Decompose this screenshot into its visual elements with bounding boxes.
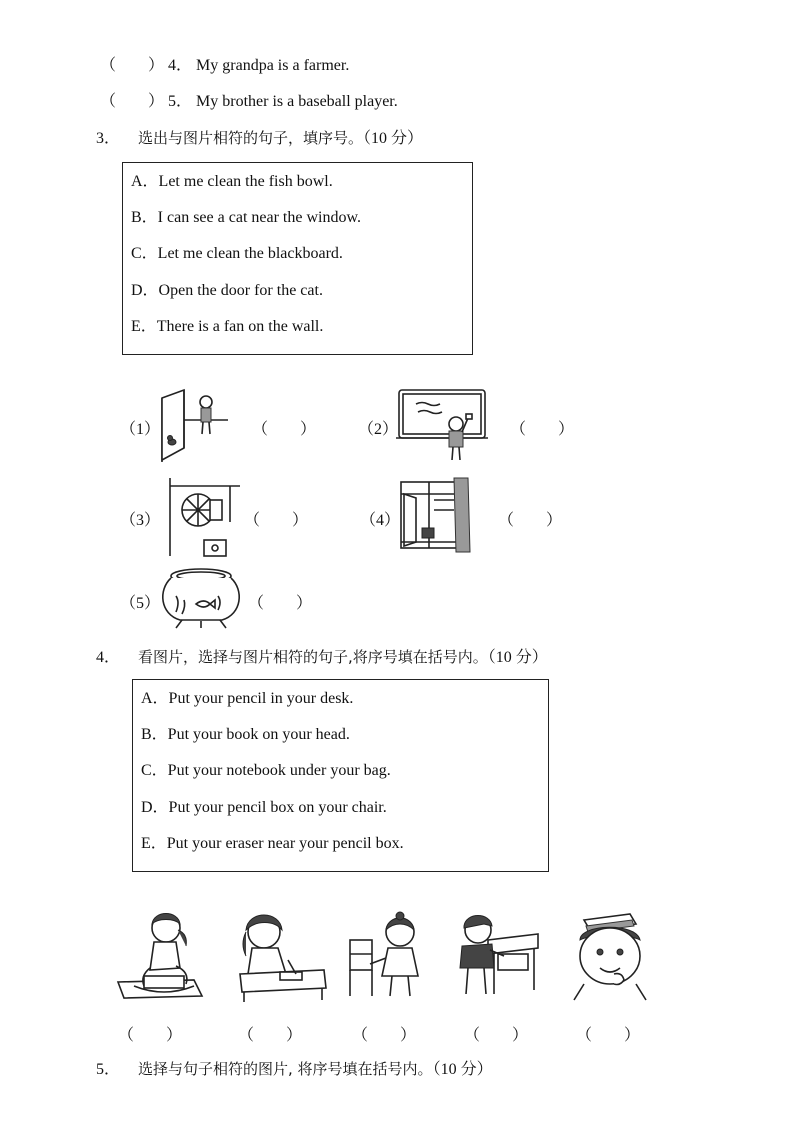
boy-desk-illustration [454, 910, 540, 1000]
q3-heading [96, 128, 423, 149]
q4-option-d: D．Put your pencil box on your chair. [141, 799, 387, 816]
girl-desk-illustration [234, 908, 330, 1004]
q3-option-e: E．There is a fan on the wall. [131, 318, 324, 335]
question-score: （10 分） [363, 130, 424, 147]
question-score: （10 分） [487, 649, 548, 666]
answer-paren-2[interactable]: （ ） [510, 421, 575, 438]
answer-paren-5[interactable]: （ ） [248, 595, 313, 612]
q4-option-a: A．Put your pencil in your desk. [141, 690, 354, 707]
question-number: 5． [96, 1061, 121, 1078]
q3-option-d: D．Open the door for the cat. [131, 282, 323, 299]
answer-paren-3[interactable]: （ ） [244, 512, 309, 529]
question-score: （10 分） [432, 1061, 493, 1078]
question-number: 4． [96, 649, 121, 666]
answer-paren[interactable]: （ ） [100, 57, 165, 74]
door-cat-illustration [158, 388, 230, 464]
picture-label-4: （4） [360, 512, 401, 529]
q4-answer-paren-3[interactable]: （ ） [352, 1027, 417, 1044]
fish-bowl-illustration [156, 566, 246, 630]
answer-paren-4[interactable]: （ ） [498, 512, 563, 529]
q4-option-e: E．Put your eraser near your pencil box. [141, 835, 404, 852]
q4-answer-paren-1[interactable]: （ ） [118, 1027, 183, 1044]
picture-label-2: （2） [358, 421, 399, 438]
question-instruction: 看图片，选择与图片相符的句子,将序号填在括号内。 [138, 648, 488, 666]
item-number: 4． [168, 57, 193, 74]
girl-chair-illustration [346, 910, 430, 1000]
question-instruction: 选出与图片相符的句子，填序号。 [138, 129, 364, 147]
item-4 [100, 56, 349, 76]
picture-label-5: （5） [120, 595, 161, 612]
q3-option-a: A．Let me clean the fish bowl. [131, 173, 333, 190]
q5-heading [96, 1059, 493, 1080]
q3-options-box [122, 162, 473, 355]
q3-option-c: C．Let me clean the blackboard. [131, 245, 343, 262]
q4-heading [96, 647, 548, 668]
q4-answer-paren-5[interactable]: （ ） [576, 1027, 641, 1044]
item-number: 5． [168, 93, 193, 110]
q4-answer-paren-2[interactable]: （ ） [238, 1027, 303, 1044]
item-text: My brother is a baseball player. [196, 93, 398, 110]
picture-label-1: （1） [120, 421, 161, 438]
item-text: My grandpa is a farmer. [196, 57, 350, 74]
window-cat-illustration [398, 476, 476, 556]
girl-notebook-bag-illustration [114, 910, 206, 1002]
q4-option-b: B．Put your book on your head. [141, 726, 350, 743]
question-number: 3． [96, 130, 121, 147]
boy-book-on-head-illustration [570, 910, 650, 1002]
q4-option-c: C．Put your notebook under your bag. [141, 762, 391, 779]
q4-answer-paren-4[interactable]: （ ） [464, 1027, 529, 1044]
blackboard-illustration [396, 388, 488, 464]
fan-illustration [166, 476, 242, 558]
answer-paren[interactable]: （ ） [100, 93, 165, 110]
q4-options-box [132, 679, 549, 872]
q3-option-b: B．I can see a cat near the window. [131, 209, 361, 226]
answer-paren-1[interactable]: （ ） [252, 421, 317, 438]
item-5 [100, 92, 398, 112]
picture-label-3: （3） [120, 512, 161, 529]
question-instruction: 选择与句子相符的图片, 将序号填在括号内。 [138, 1060, 433, 1078]
